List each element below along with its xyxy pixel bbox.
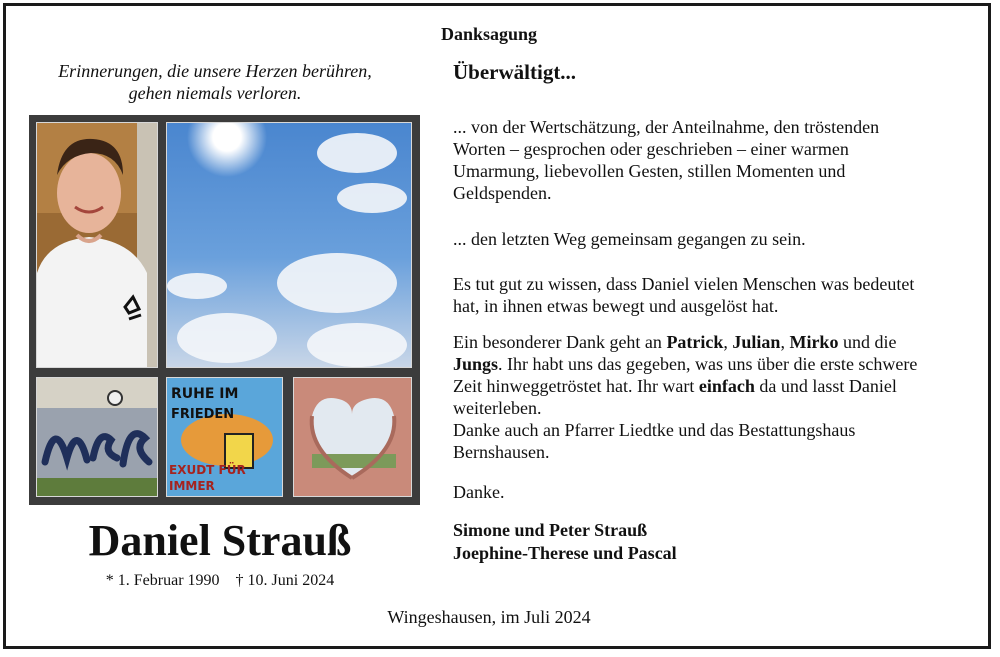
name-julian: Julian: [732, 332, 781, 352]
place-date: Wingeshausen, im Juli 2024: [387, 607, 591, 627]
message-headline: Überwältigt...: [453, 60, 577, 84]
text-run: Ein besonderer Dank geht an: [453, 332, 667, 352]
graffiti-illustration: [37, 378, 157, 496]
paragraph-4-line-2: [453, 353, 963, 375]
signer-1: Simone und Peter Strauß: [453, 520, 648, 540]
paragraph-1-line-4: Geldspenden.: [453, 183, 552, 203]
thanks-text: Danke.: [453, 482, 505, 502]
paragraph-3: [453, 273, 963, 317]
poster-photo: [166, 377, 283, 497]
life-dates: [30, 572, 410, 590]
poster-text-2: FRIEDEN: [171, 407, 235, 422]
photo-collage: [29, 115, 420, 505]
text-run: Zeit hinweggetröstet hat. Ihr wart: [453, 376, 699, 396]
death-date: † 10. Juni 2024: [235, 572, 335, 589]
cloud: [337, 183, 407, 213]
hands-heart-illustration: [294, 378, 411, 496]
quote-line-2: gehen niemals verloren.: [128, 83, 302, 103]
name-jungs: Jungs: [453, 354, 499, 374]
emphasis-einfach: einfach: [698, 376, 755, 396]
paragraph-1-line-1: ... von der Wertschätzung, der Anteilnahme, den tröstenden: [453, 117, 880, 137]
heading: Danksagung: [440, 24, 538, 44]
poster-illustration: [167, 378, 282, 496]
paragraph-3-line-2: hat, in ihnen etwas bewegt und ausgelöst hat.: [453, 296, 779, 316]
text-run: ,: [780, 332, 790, 352]
signer-2: Joephine-Therese und Pascal: [453, 543, 677, 563]
birth-date: * 1. Februar 1990: [105, 572, 220, 589]
cloud: [167, 273, 227, 299]
cloud: [307, 323, 407, 367]
hands-heart-photo: [293, 377, 412, 497]
paragraph-4: [453, 331, 963, 463]
paragraph-3-line-1: Es tut gut zu wissen, dass Daniel vielen Menschen was bedeutet: [453, 274, 915, 294]
paragraph-1-line-3: Umarmung, liebevollen Gesten, stillen Momenten und: [453, 161, 846, 181]
text-run: ,: [723, 332, 733, 352]
text-run: und die: [838, 332, 897, 352]
graffiti-photo: [36, 377, 158, 497]
paragraph-4-line-3: [453, 375, 963, 397]
poster-text-4: IMMER: [169, 479, 215, 493]
text-run: . Ihr habt uns das gegeben, was uns über die erste schwere: [498, 354, 918, 374]
paragraph-4-line-5: Danke auch an Pfarrer Liedtke und das Bestattungshaus: [453, 420, 856, 440]
cloud: [277, 253, 397, 313]
portrait-illustration: [37, 123, 157, 367]
paragraph-2: ... den letzten Weg gemeinsam gegangen zu sein.: [453, 229, 806, 249]
memorial-quote: [30, 60, 400, 104]
paragraph-4-line-1: [453, 331, 963, 353]
portrait-photo: [36, 122, 158, 368]
paragraph-1-line-2: Worten – gesprochen oder geschrieben – einer warmen: [453, 139, 849, 159]
paragraph-1: [453, 116, 963, 204]
name-patrick: Patrick: [666, 332, 724, 352]
quote-line-1: Erinnerungen, die unsere Herzen berühren,: [58, 61, 372, 81]
cloud: [317, 133, 397, 173]
deceased-name: Daniel Strauß: [88, 516, 352, 565]
poster-text-1: RUHE IM: [171, 386, 239, 402]
poster-text-3: EXUDT FÜR: [169, 463, 246, 477]
text-run: da und lasst Daniel: [754, 376, 897, 396]
paragraph-4-line-6: Bernshausen.: [453, 442, 550, 462]
paragraph-4-line-4: weiterleben.: [453, 398, 542, 418]
sky-photo: [166, 122, 412, 368]
name-mirko: Mirko: [789, 332, 839, 352]
cloud: [177, 313, 277, 363]
